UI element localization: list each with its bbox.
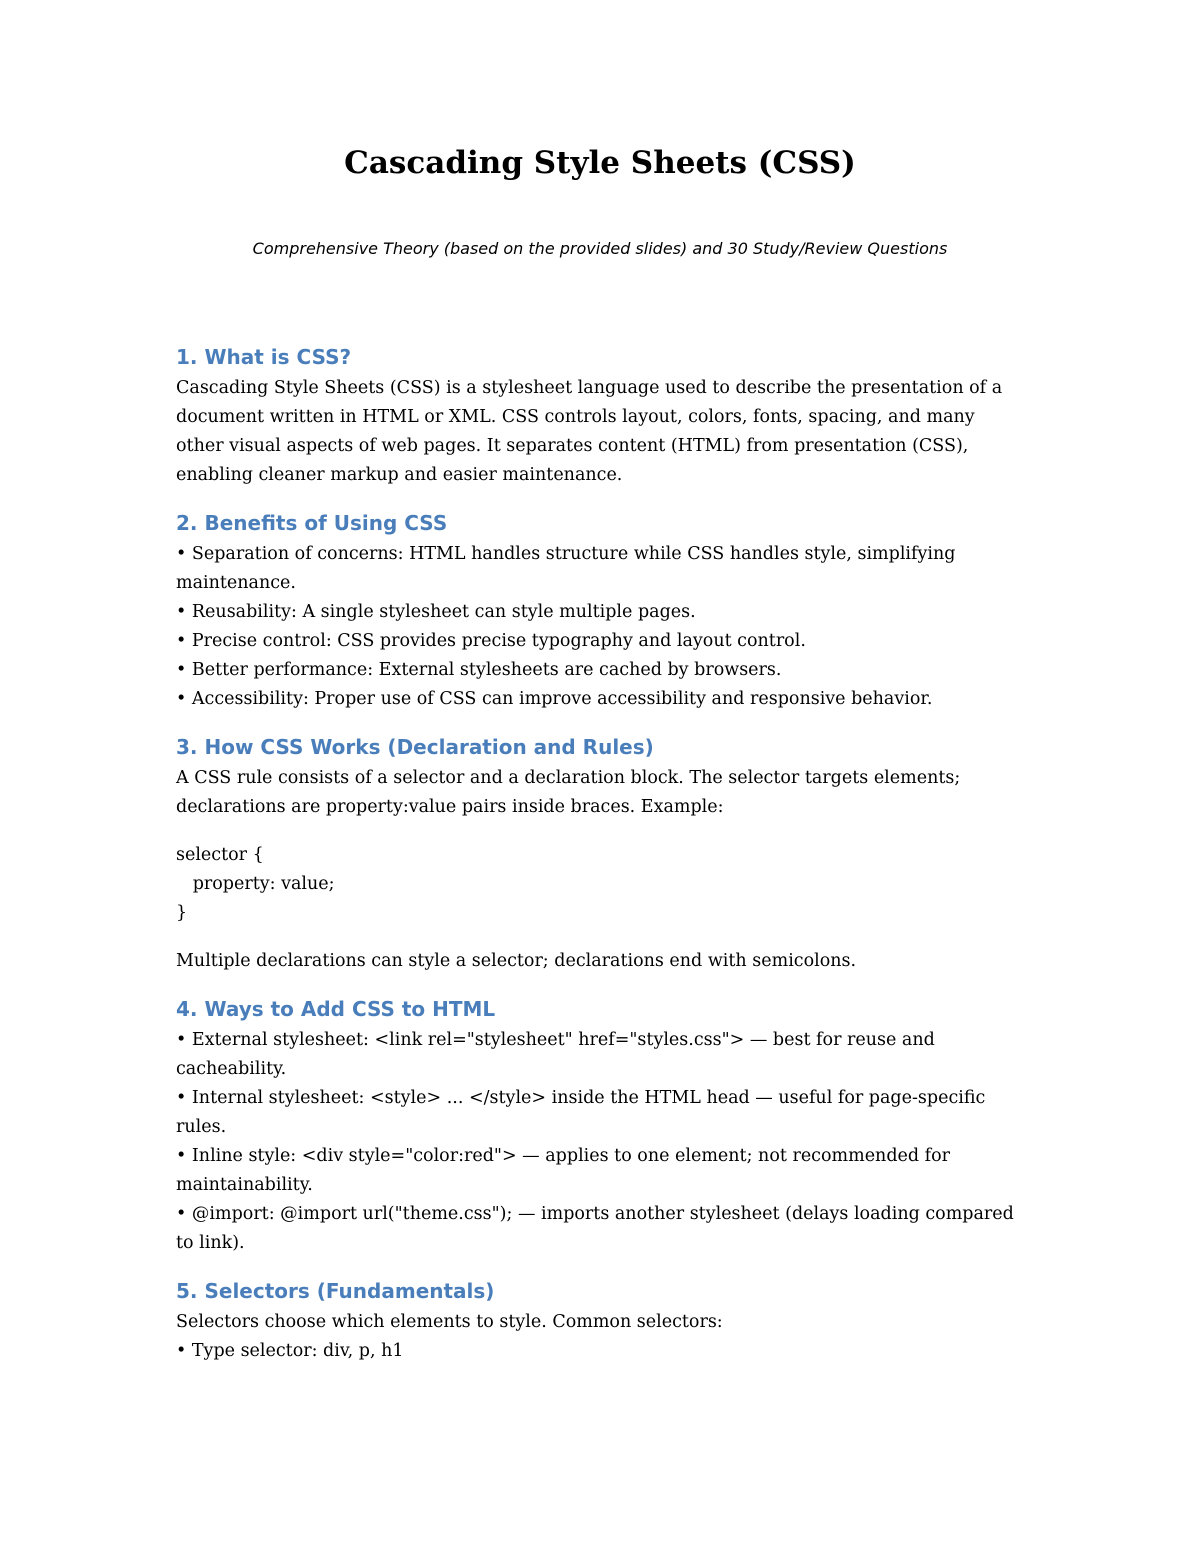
section-how-css-works <box>176 730 1026 976</box>
list-item: • Inline style: <div style="color:red"> — applies to one element; not recommended for maintainability. <box>176 1146 951 1195</box>
code-line: property: value; <box>176 874 335 894</box>
section-selectors <box>176 1274 1026 1366</box>
list-item: • Precise control: CSS provides precise typography and layout control. <box>176 631 806 651</box>
document-body <box>176 340 1026 1366</box>
section-benefits <box>176 506 1026 714</box>
section-what-is-css <box>176 340 1026 490</box>
document-title: Cascading Style Sheets (CSS) <box>344 145 856 181</box>
code-line: selector { <box>176 845 264 865</box>
list-item: • Separation of concerns: HTML handles structure while CSS handles style, simplifying maintenance. <box>176 544 956 593</box>
section-note: Multiple declarations can style a selector; declarations end with semicolons. <box>176 951 857 971</box>
section-heading: 1. What is CSS? <box>176 345 352 369</box>
document-subtitle: Comprehensive Theory (based on the provided slides) and 30 Study/Review Questions <box>252 239 948 258</box>
section-heading: 2. Benefits of Using CSS <box>176 511 448 535</box>
section-heading: 3. How CSS Works (Declaration and Rules) <box>176 735 654 759</box>
section-paragraph: Selectors choose which elements to style. Common selectors: <box>176 1312 723 1332</box>
list-item: • Reusability: A single stylesheet can style multiple pages. <box>176 602 696 622</box>
list-item: • Internal stylesheet: <style> ... </style> inside the HTML head — useful for page-specific rules. <box>176 1088 986 1137</box>
section-ways-to-add-css <box>176 992 1026 1258</box>
section-paragraph: A CSS rule consists of a selector and a declaration block. The selector targets elements; declarations are property:value pairs inside braces. Example: <box>176 768 961 817</box>
code-example <box>176 841 1026 928</box>
section-heading: 4. Ways to Add CSS to HTML <box>176 997 496 1021</box>
section-heading: 5. Selectors (Fundamentals) <box>176 1279 495 1303</box>
code-line: } <box>176 903 188 923</box>
section-paragraph: Cascading Style Sheets (CSS) is a stylesheet language used to describe the presentation of a document written in HTML or XML. CSS controls layout, colors, fonts, spacing, and many other visual aspects of web pages. It separates content (HTML) from presentation (CSS), enabling cleaner markup and easier maintenance. <box>176 378 1003 485</box>
list-item: • External stylesheet: <link rel="stylesheet" href="styles.css"> — best for reuse and cacheability. <box>176 1030 935 1079</box>
list-item: • Better performance: External stylesheets are cached by browsers. <box>176 660 782 680</box>
list-item: • @import: @import url("theme.css"); — imports another stylesheet (delays loading compared to link). <box>176 1204 1014 1253</box>
list-item: • Type selector: div, p, h1 <box>176 1341 404 1361</box>
list-item: • Accessibility: Proper use of CSS can improve accessibility and responsive behavior. <box>176 689 933 709</box>
